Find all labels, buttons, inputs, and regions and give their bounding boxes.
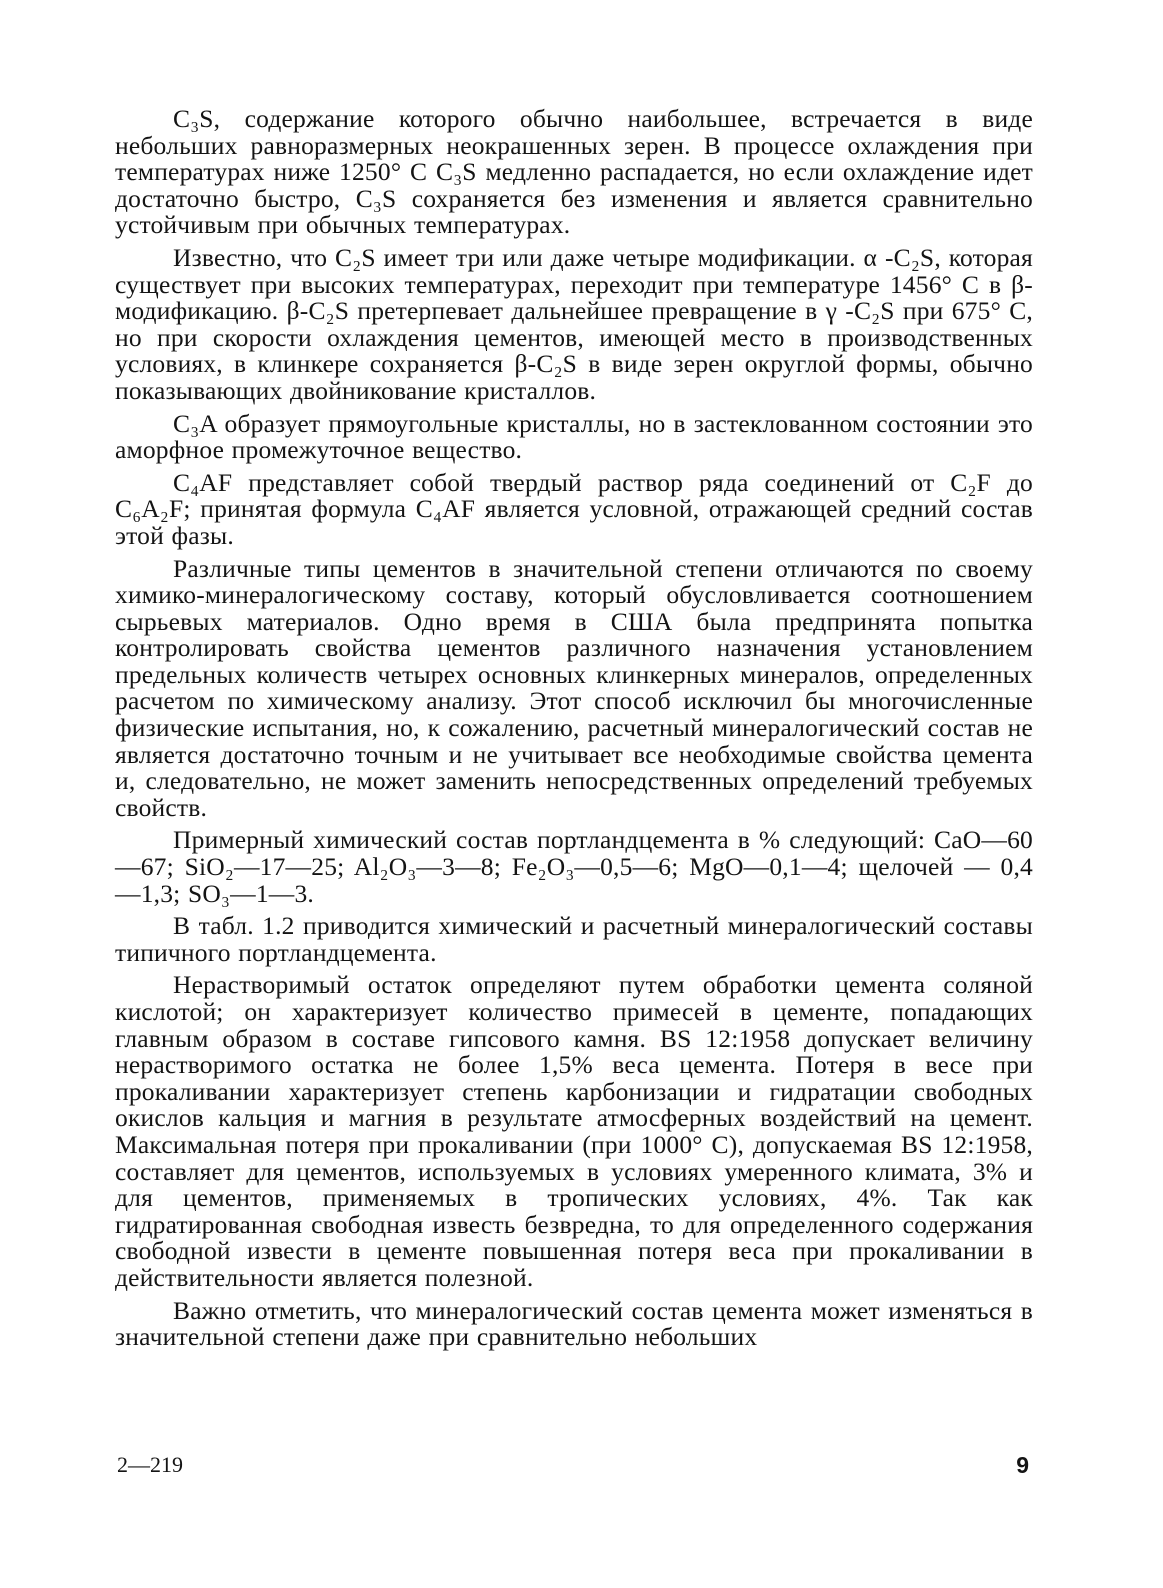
paragraph-c4af: C₄AF представляет собой твердый раствор ряда соединений от C₂F до C₆A₂F; принятая формула C₄AF является условной, отражающей средний состав этой фазы. <box>115 467 1033 550</box>
paragraph-c2s: Известно, что C₂S имеет три или даже четыре модификации. α -C₂S, которая существует при высоких температурах, переходит при температуре 1456° С в β-модификацию. β-C₂S претерпевает дальнейшее превращение в γ -C₂S при 675° С, но при скорости охлаждения цементов, имеющей место в производственных условиях, в клинкере сохраняется β-C₂S в виде зерен округлой формы, обычно показывающих двойникование кристаллов. <box>115 242 1033 405</box>
page-body <box>115 106 1033 1357</box>
paragraph-chemical-composition: Примерный химический состав портландцемента в % следующий: CaO—60—67; SiO₂—17—25; Al₂O₃—3—8; Fe₂O₃—0,5—6; MgO—0,1—4; щелочей — 0,4—1,3; SO₃—1—3. <box>115 825 1033 908</box>
printer-signature: 2—219 <box>117 1452 183 1477</box>
page-number: 9 <box>1016 1452 1029 1478</box>
page-footer <box>115 1452 1033 1482</box>
paragraph-cement-types: Различные типы цементов в значительной степени отличаются по своему химико-минералогическому составу, который обусловливается соотношением сырьевых материалов. Одно время в США была предпринята попытка контролировать свойства цементов различного назначения установлением предельных количеств четырех основных клинкерных минералов, определенных расчетом по химическому анализу. Этот способ исключил бы многочисленные физические испытания, но, к сожалению, расчетный минералогический состав не является достаточно точным и не учитывает все необходимые свойства цемента и, следовательно, не может заменить непосредственных определений требуемых свойств. <box>115 553 1033 822</box>
paragraph-c3a: C₃A образует прямоугольные кристаллы, но в застеклованном состоянии это аморфное промежуточное вещество. <box>115 408 1033 465</box>
paragraph-mineral-variation: Важно отметить, что минералогический состав цемента может изменяться в значительной степени даже при сравнительно небольших <box>115 1295 1033 1352</box>
paragraph-insoluble-residue: Нерастворимый остаток определяют путем обработки цемента соляной кислотой; он характеризует количество примесей в цементе, попадающих главным образом в составе гипсового камня. BS 12:1958 допускает величину нерастворимого остатка не более 1,5% веса цемента. Потеря в весе при прокаливании характеризует степень карбонизации и гидратации свободных окислов кальция и магния в результате атмосферных воздействий на цемент. Максимальная потеря при прокаливании (при 1000° С), допускаемая BS 12:1958, составляет для цементов, используемых в условиях умеренного климата, 3% и для цементов, применяемых в тропических условиях, 4%. Так как гидратированная свободная известь безвредна, то для определенного содержания свободной извести в цементе повышенная потеря веса при прокаливании в действительности является полезной. <box>115 970 1033 1292</box>
paragraph-table-reference: В табл. 1.2 приводится химический и расчетный минералогический составы типичного портландцемента. <box>115 911 1033 967</box>
paragraph-c3s: C₃S, содержание которого обычно наибольшее, встречается в виде небольших равноразмерных неокрашенных зерен. В процессе охлаждения при температурах ниже 1250° С C₃S медленно распадается, но если охлаждение идет достаточно быстро, C₃S сохраняется без изменения и является сравнительно устойчивым при обычных температурах. <box>115 104 1033 240</box>
